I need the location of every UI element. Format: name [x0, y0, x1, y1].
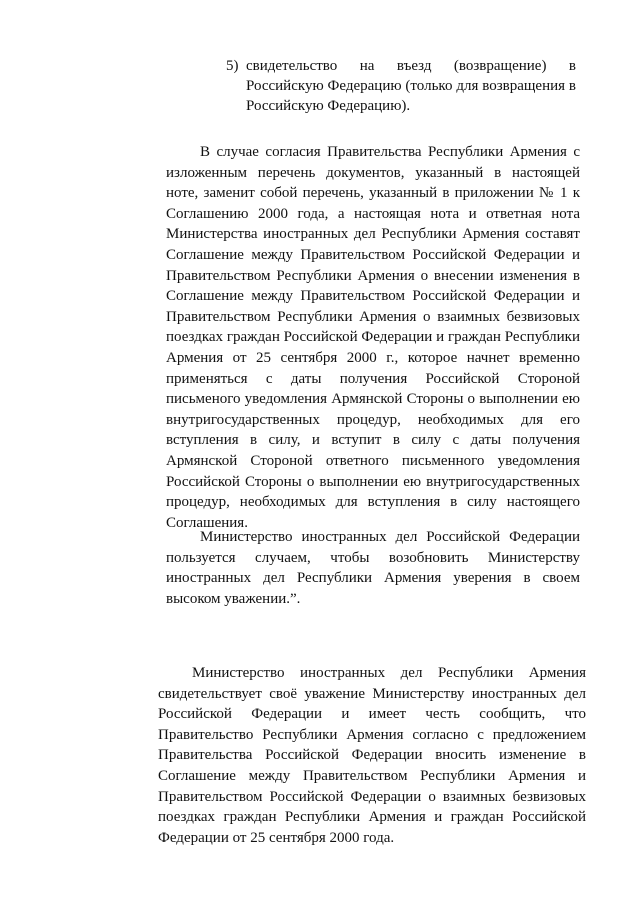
reply-paragraph: Министерство иностранных дел Республики Армения свидетельствует своё уважение Министерству иностранных дел Российской Федерации и имеет честь сообщить, что Правительство Республики Армения согласно с предложением Правительства Российской Федерации вносить изменение в Соглашение между Правительством Республики Армения и Правительством Российской Федерации о взаимных безвизовых поездках граждан Республики Армения и граждан Российской Федерации от 25 сентября 2000 года.: [158, 665, 586, 846]
consent-paragraph: В случае согласия Правительства Республики Армения с изложенным перечень документов, указанный в настоящей ноте, заменит собой перечень, указанный в приложении № 1 к Соглашению 2000 года, а настоящая нота и ответная нота Министерства иностранных дел Республики Армения составят Соглашение между Правительством Российской Федерации и Правительством Республики Армения о внесении изменения в Соглашение между Правительством Российской Федерации и Правительством Республики Армения о взаимных безвизовых поездках граждан Российской Федерации и граждан Республики Армения от 25 сентября 2000 г., которое начнет временно применяться с даты получения Российской Стороной письменого уведомления Армянской Стороны о выполнении ею внутригосударственных процедур, необходимых для его вступления в силу, и вступит в силу с даты получения Армянской Стороной ответного письменного уведомления Российской Стороны о выполнении ею внутригосударственных процедур, необходимых для вступления в силу настоящего Соглашения.: [166, 144, 580, 531]
list-item-5: [226, 56, 576, 116]
list-item-text: свидетельство на въезд (возвращение) в Российскую Федерацию (только для возвращения в Российскую Федерацию).: [246, 58, 576, 114]
list-item-number: 5): [226, 58, 239, 74]
closing-paragraph: Министерство иностранных дел Российской Федерации пользуется случаем, чтобы возобновить Министерству иностранных дел Республики Армения уверения в своем высоком уважении.”.: [166, 529, 580, 607]
